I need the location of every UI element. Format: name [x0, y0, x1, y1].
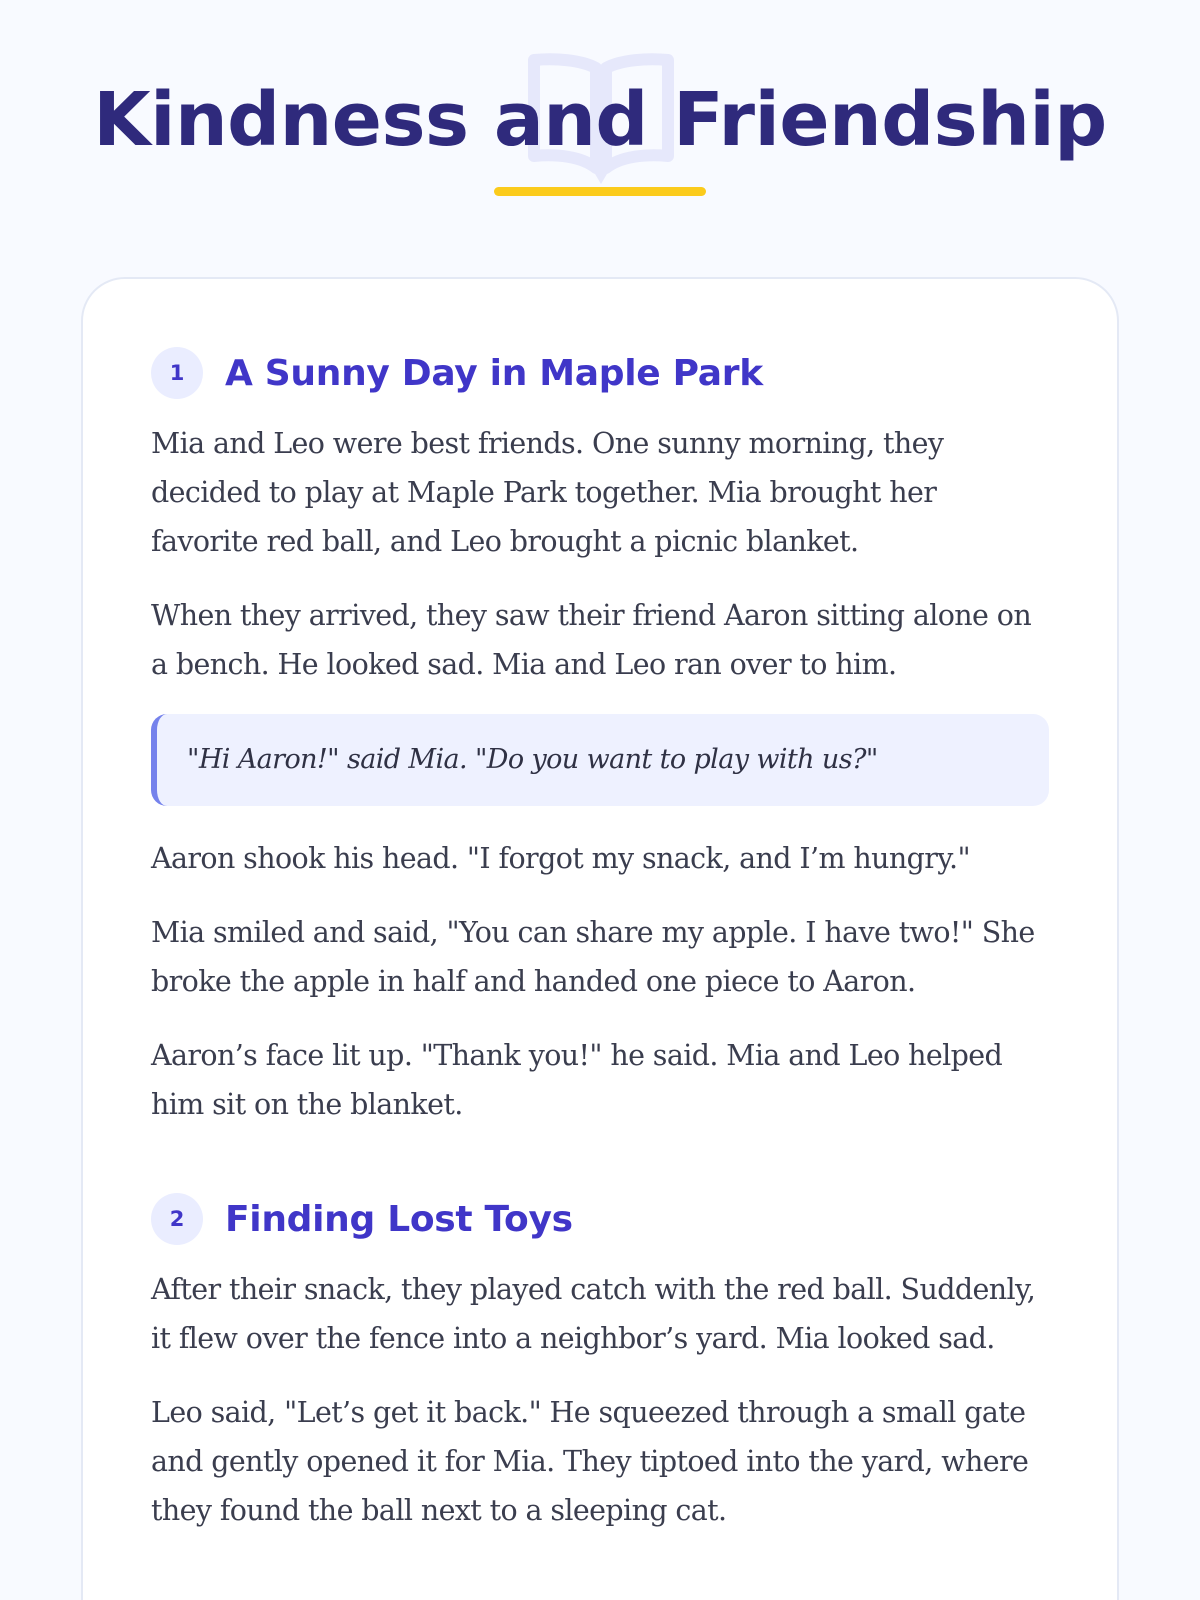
section-heading	[151, 1187, 1049, 1251]
section-title: A Sunny Day in Maple Park	[225, 352, 763, 394]
section-title: Finding Lost Toys	[225, 1198, 573, 1240]
section-heading	[151, 341, 1049, 405]
story-paragraph: After their snack, they played catch with the red ball. Suddenly, it flew over the fence into a neighbor’s yard. Mia looked sad.	[151, 1273, 1036, 1355]
story-paragraph: When they arrived, they saw their friend Aaron sitting alone on a bench. He looked sad. Mia and Leo ran over to him.	[151, 599, 1032, 681]
section-lost-toys	[151, 1187, 1049, 1535]
story-paragraph: Mia smiled and said, "You can share my apple. I have two!" She broke the apple in half and handed one piece to Aaron.	[151, 916, 1035, 998]
story-card	[81, 277, 1119, 1600]
section-sunny-day	[151, 341, 1049, 1129]
story-paragraph: Aaron’s face lit up. "Thank you!" he said. Mia and Leo helped him sit on the blanket.	[151, 1039, 1003, 1121]
page-title: Kindness and Friendship	[93, 77, 1107, 163]
dialogue-quote: "Hi Aaron!" said Mia. "Do you want to play with us?"	[151, 714, 1049, 806]
title-underline	[494, 187, 706, 196]
page-header	[0, 0, 1200, 230]
story-paragraph: Mia and Leo were best friends. One sunny morning, they decided to play at Maple Park together. Mia brought her favorite red ball, and Leo brought a picnic blanket.	[151, 427, 944, 558]
section-number-badge: 1	[151, 347, 203, 399]
story-paragraph: Leo said, "Let’s get it back." He squeezed through a small gate and gently opened it for Mia. They tiptoed into the yard, where they found the ball next to a sleeping cat.	[151, 1396, 1029, 1527]
story-paragraph: Aaron shook his head. "I forgot my snack, and I’m hungry."	[151, 842, 970, 875]
section-number-badge: 2	[151, 1193, 203, 1245]
